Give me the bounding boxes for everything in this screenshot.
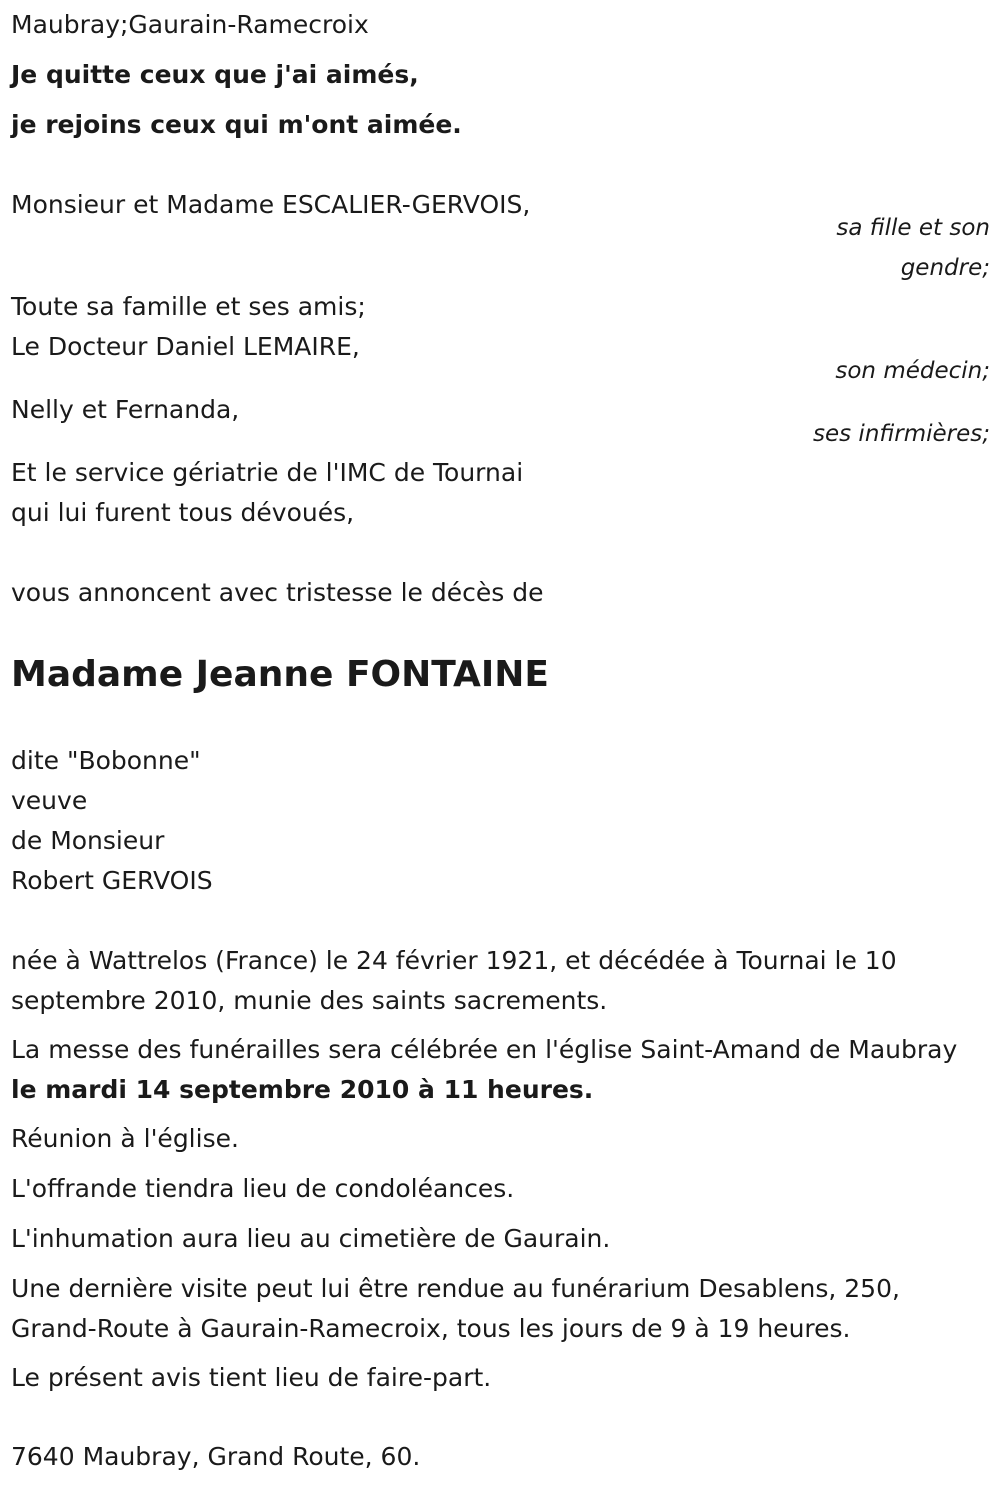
daughter-name: Monsieur et Madame ESCALIER-GERVOIS, [11, 190, 531, 219]
mass-date: le mardi 14 septembre 2010 à 11 heures. [11, 1075, 594, 1104]
deceased-spouse: Robert GERVOIS [11, 866, 213, 895]
visit-paragraph: Une dernière visite peut lui être rendue au funérarium Desablens, 250, Grand-Route à Gaurain-Ramecroix, tous les jours de 9 à 19 heures. [11, 1274, 900, 1343]
notice-line: Le présent avis tient lieu de faire-part. [11, 1363, 492, 1392]
mass-paragraph [11, 1030, 986, 1110]
doctor-relation: son médecin; [835, 358, 990, 384]
nurses-relation: ses infirmières; [813, 421, 990, 447]
announcement: vous annoncent avec tristesse le décès de [11, 578, 544, 607]
epigraph-line-1: Je quitte ceux que j'ai aimés, [11, 60, 419, 89]
meeting-line: Réunion à l'église. [11, 1124, 239, 1153]
mass-prefix: La messe des funérailles sera célébrée en l'église Saint-Amand de Maubray [11, 1035, 958, 1064]
deceased-nickname: dite "Bobonne" [11, 746, 201, 775]
burial-line: L'inhumation aura lieu au cimetière de Gaurain. [11, 1224, 611, 1253]
address-line: 7640 Maubray, Grand Route, 60. [11, 1442, 421, 1471]
service-line-2: qui lui furent tous dévoués, [11, 498, 355, 527]
doctor-name: Le Docteur Daniel LEMAIRE, [11, 332, 360, 361]
deceased-name: Madame Jeanne FONTAINE [11, 654, 550, 695]
service-line-1: Et le service gériatrie de l'IMC de Tournai [11, 458, 524, 487]
deceased-status: veuve [11, 786, 88, 815]
family-friends: Toute sa famille et ses amis; [11, 292, 366, 321]
daughter-relation-2: gendre; [900, 255, 990, 281]
daughter-relation-1: sa fille et son [836, 215, 990, 241]
nurses-name: Nelly et Fernanda, [11, 395, 240, 424]
birth-death-paragraph: née à Wattrelos (France) le 24 février 1921, et décédée à Tournai le 10 septembre 2010, munie des saints sacrements. [11, 946, 897, 1015]
location-line: Maubray;Gaurain-Ramecroix [11, 10, 369, 39]
epigraph-line-2: je rejoins ceux qui m'ont aimée. [11, 110, 462, 139]
deceased-of: de Monsieur [11, 826, 165, 855]
offering-line: L'offrande tiendra lieu de condoléances. [11, 1174, 515, 1203]
